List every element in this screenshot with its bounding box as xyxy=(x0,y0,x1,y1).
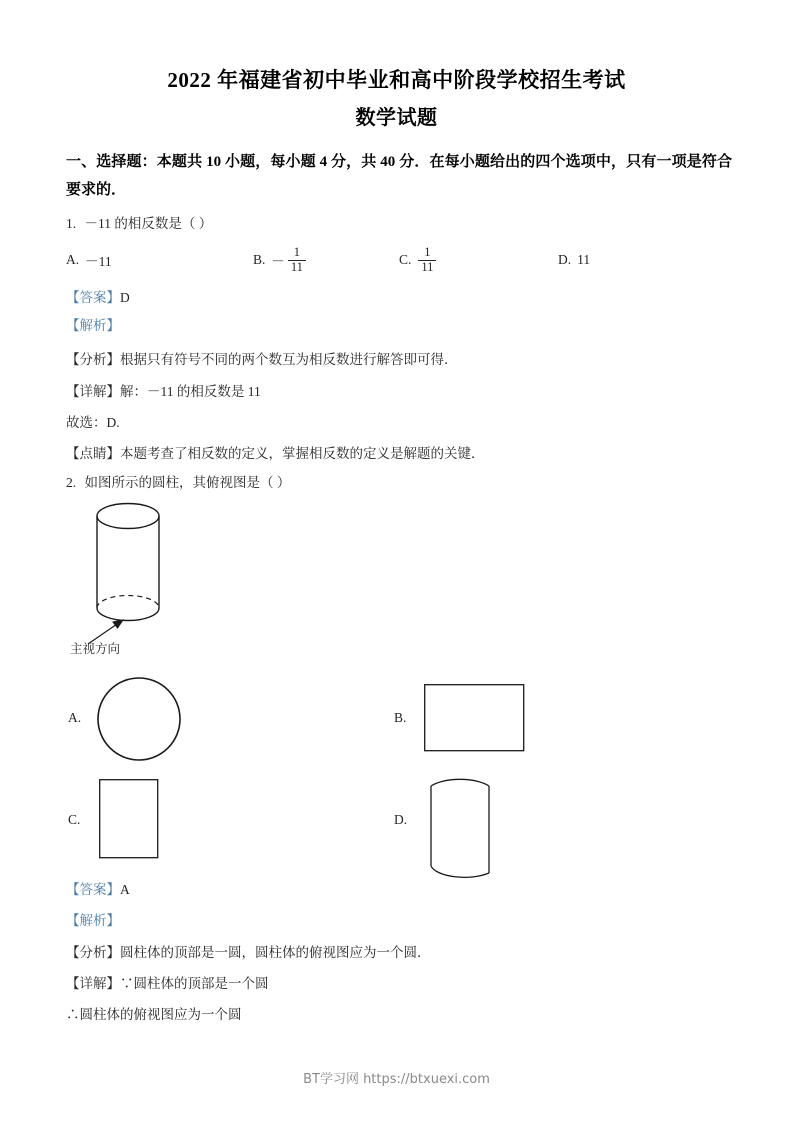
question-2-option-d-letter: D. xyxy=(394,812,408,827)
option-a-value: －11 xyxy=(85,254,112,269)
option-c-letter: C. xyxy=(399,252,412,267)
question-1-options xyxy=(0,243,793,277)
question-2-option-d-shape[interactable] xyxy=(428,776,494,878)
option-d-value: 11 xyxy=(577,252,591,267)
analyze-marker: 【分析】 xyxy=(66,945,120,960)
answer-marker: 【答案】 xyxy=(66,290,120,305)
question-1-option-c[interactable] xyxy=(399,243,437,277)
question-1-analyze-text: 根据只有符号不同的两个数互为相反数进行解答即可得． xyxy=(120,352,458,367)
question-1-insight-text: 本题考查了相反数的定义，掌握相反数的定义是解题的关键． xyxy=(120,446,485,461)
option-b-numerator: 1 xyxy=(293,245,301,260)
footer-watermark: BT学习网 https://btxuexi.com xyxy=(303,1072,490,1087)
page-subtitle: 数学试题 xyxy=(355,107,438,129)
question-1-option-a[interactable] xyxy=(66,243,112,277)
cylinder-view-direction-label: 主视方向 xyxy=(70,642,121,656)
question-1-analysis-marker xyxy=(66,316,120,335)
question-1-choose xyxy=(66,413,120,432)
question-2-conclusion-text: ∴圆柱体的俯视图应为一个圆 xyxy=(66,1007,242,1022)
question-2-option-b-shape[interactable] xyxy=(424,684,526,754)
option-c-denominator: 11 xyxy=(418,260,436,274)
question-1-insight xyxy=(66,444,485,463)
question-2-detail xyxy=(66,974,269,993)
question-2-option-b-letter: B. xyxy=(394,710,407,725)
option-b-sign: － xyxy=(271,254,285,269)
question-2-number: 2. xyxy=(66,475,77,490)
question-2-text: 如图所示的圆柱，其俯视图是（ ） xyxy=(84,475,291,490)
option-c-fraction xyxy=(418,246,436,273)
question-1-analyze xyxy=(66,350,458,369)
question-2-answer xyxy=(66,880,130,899)
question-1-choose-text: 故选：D. xyxy=(66,415,120,430)
question-1-answer-value: D xyxy=(120,290,130,305)
question-2-stem xyxy=(66,473,290,492)
option-b-fraction xyxy=(288,246,306,273)
question-1-stem xyxy=(66,214,212,233)
analyze-marker: 【分析】 xyxy=(66,352,120,367)
option-b-letter: B. xyxy=(253,252,266,267)
detail-marker: 【详解】 xyxy=(66,976,120,991)
question-2-analyze xyxy=(66,943,431,962)
question-2-analyze-text: 圆柱体的顶部是一圆，圆柱体的俯视图应为一个圆． xyxy=(120,945,431,960)
question-2-option-c-shape[interactable] xyxy=(99,779,161,861)
question-2-option-c-letter: C. xyxy=(68,812,81,827)
question-1-answer xyxy=(66,288,130,307)
question-1-text: －11 的相反数是（ ） xyxy=(84,216,213,231)
answer-marker: 【答案】 xyxy=(66,882,120,897)
question-2-analysis-marker xyxy=(66,911,120,930)
question-2-answer-value: A xyxy=(120,882,130,897)
analysis-marker: 【解析】 xyxy=(66,318,120,333)
question-1-number: 1. xyxy=(66,216,77,231)
option-d-letter: D. xyxy=(558,252,572,267)
insight-marker: 【点睛】 xyxy=(66,446,120,461)
section-heading: 一、选择题：本题共 10 小题，每小题 4 分，共 40 分．在每小题给出的四个选项中，只有一项是符合要求的． xyxy=(66,154,732,198)
analysis-marker: 【解析】 xyxy=(66,913,120,928)
question-1-option-b[interactable] xyxy=(253,243,307,277)
question-2-conclusion xyxy=(66,1005,242,1024)
detail-marker: 【详解】 xyxy=(66,384,120,399)
question-1-detail xyxy=(66,382,261,401)
option-b-denominator: 11 xyxy=(288,260,306,274)
question-2-option-a-letter: A. xyxy=(68,710,82,725)
option-a-letter: A. xyxy=(66,252,80,267)
page-title: 2022 年福建省初中毕业和高中阶段学校招生考试 xyxy=(167,68,626,92)
question-1-detail-text: 解：－11 的相反数是 11 xyxy=(120,384,261,399)
question-2-detail-text: ∵圆柱体的顶部是一个圆 xyxy=(120,976,269,991)
question-2-option-a-shape[interactable] xyxy=(96,676,182,762)
question-1-option-d[interactable] xyxy=(558,243,590,277)
option-c-numerator: 1 xyxy=(424,245,431,260)
